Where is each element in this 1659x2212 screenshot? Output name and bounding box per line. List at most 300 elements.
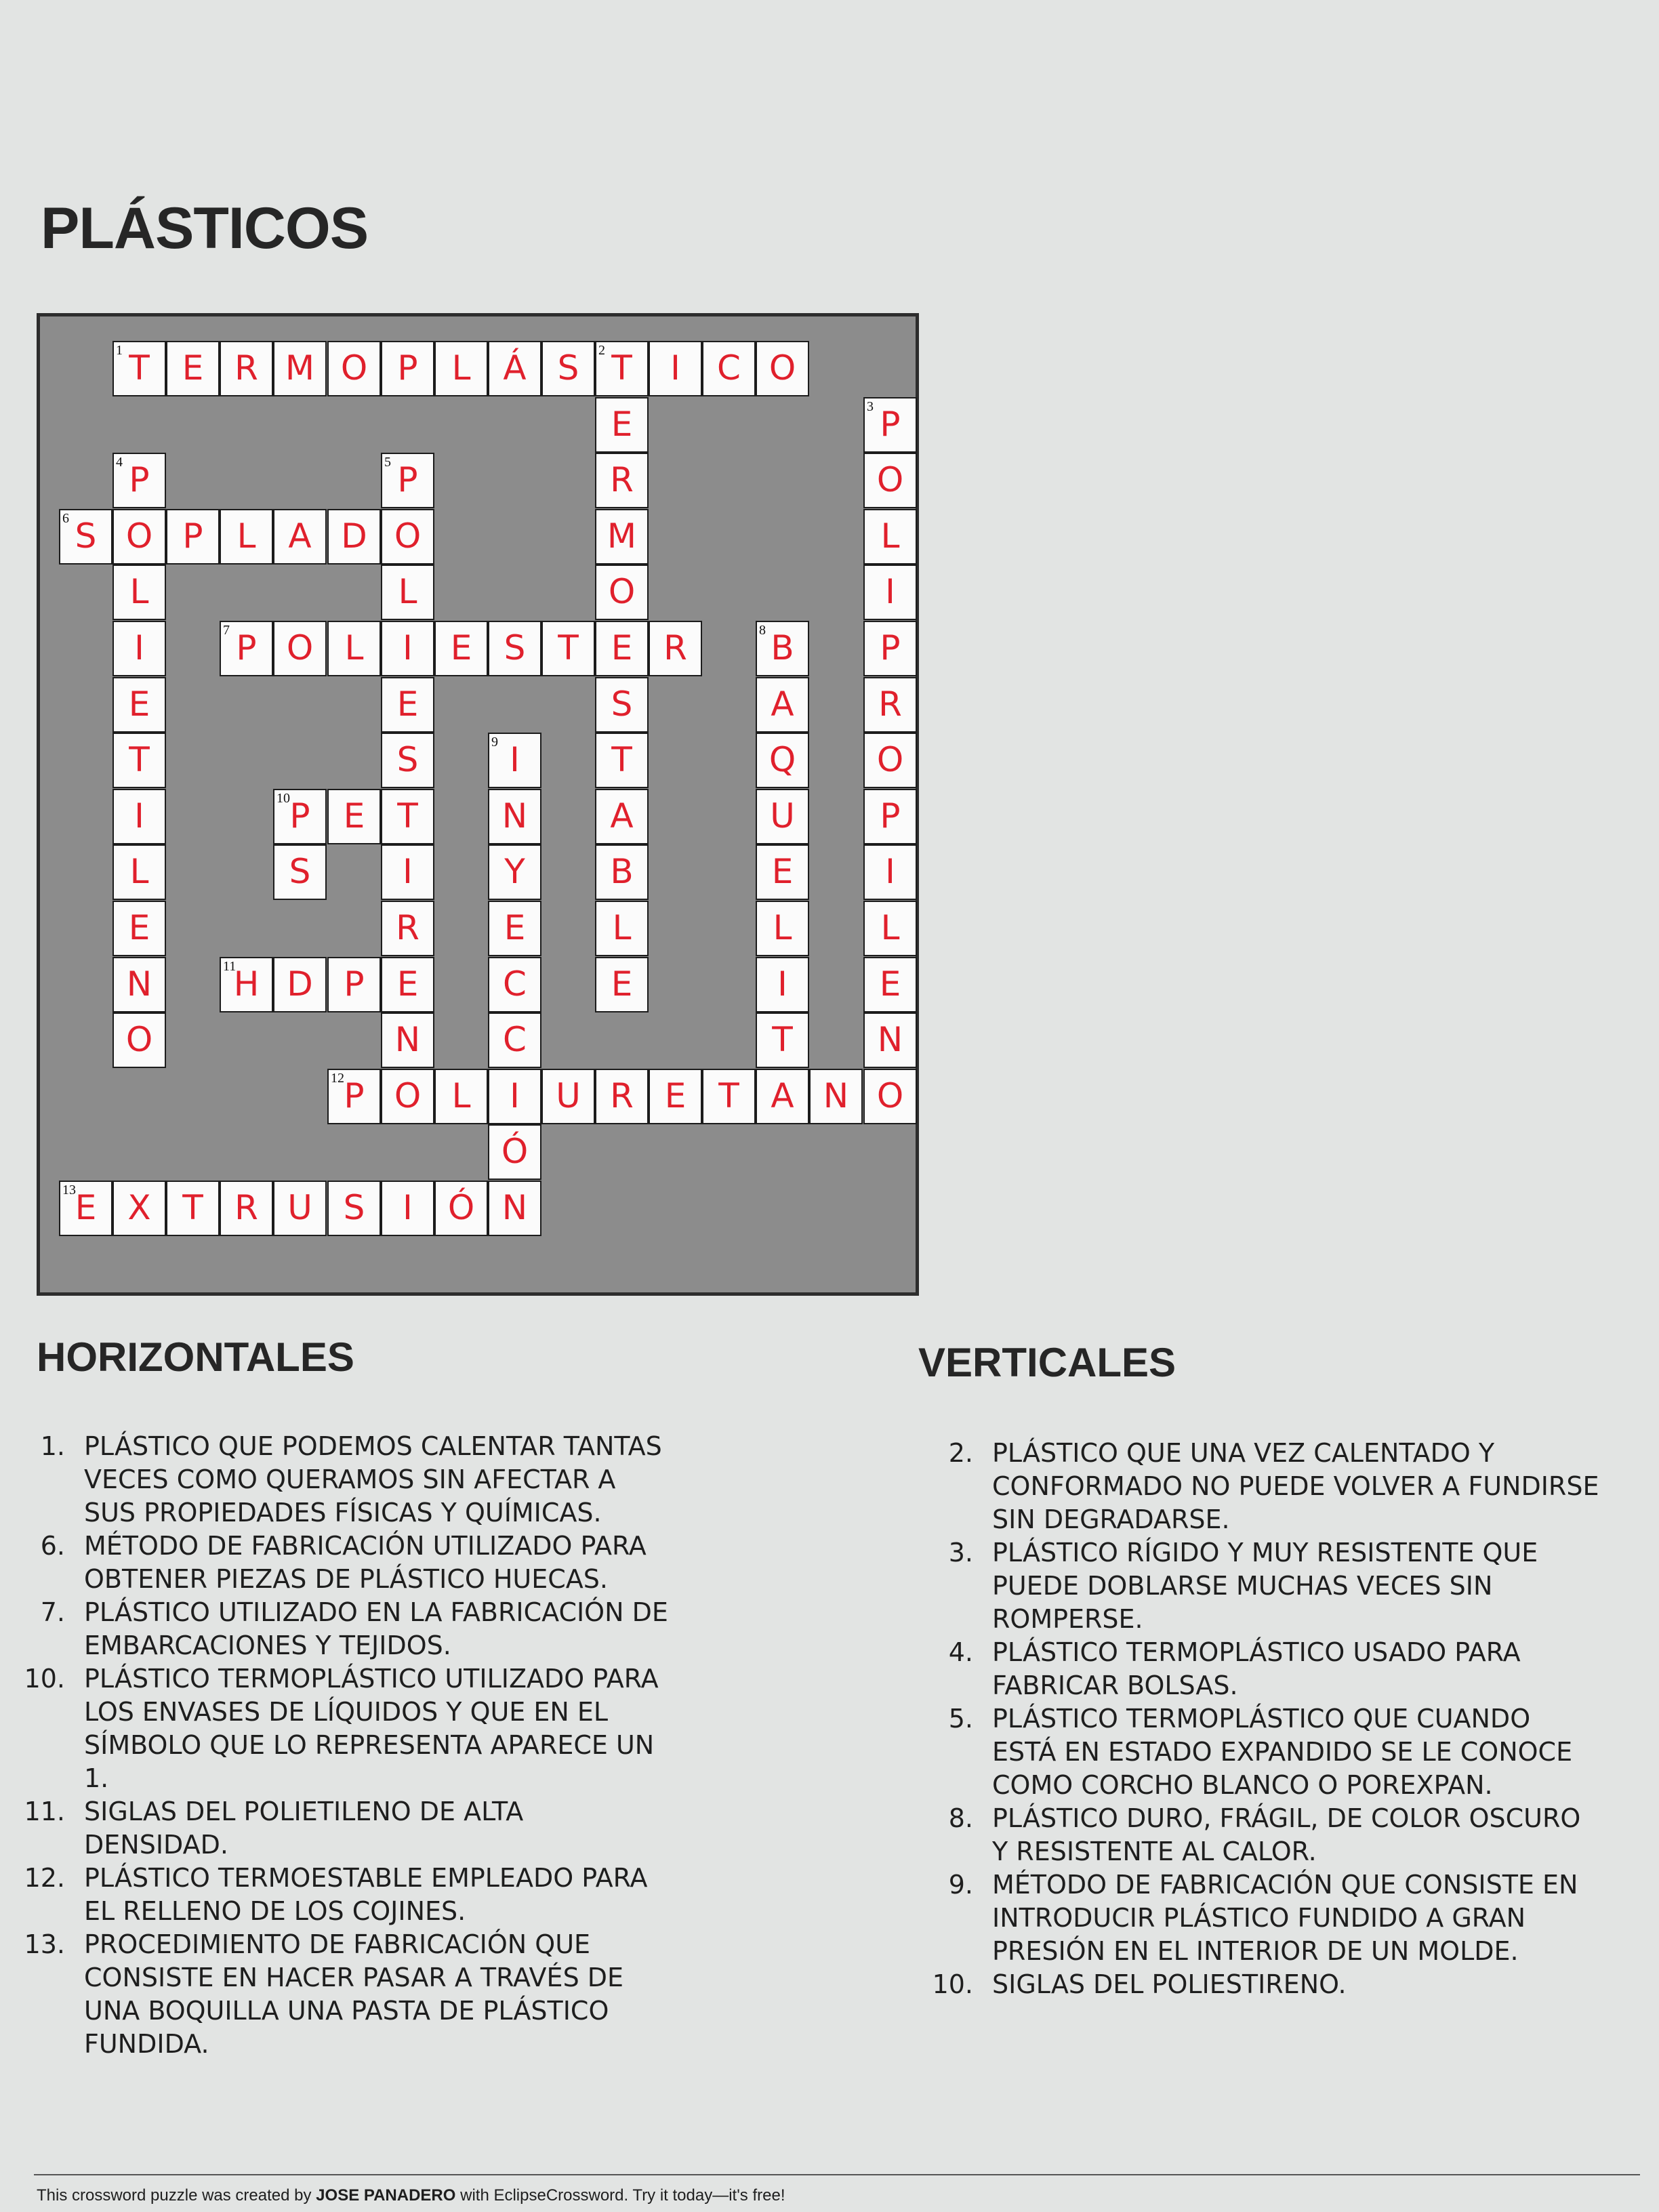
handwritten-letter: T — [772, 1020, 793, 1059]
grid-cell — [595, 901, 649, 956]
handwritten-letter: B — [610, 852, 634, 891]
handwritten-letter: E — [611, 405, 633, 444]
grid-cell — [756, 957, 809, 1012]
clue-line: UNA BOQUILLA UNA PASTA DE PLÁSTICO — [84, 1996, 609, 2026]
grid-cell — [381, 565, 434, 620]
grid-cell — [59, 1181, 112, 1236]
handwritten-letter: Á — [503, 348, 527, 388]
handwritten-letter: S — [504, 628, 526, 668]
clue-line: PLÁSTICO TERMOPLÁSTICO UTILIZADO PARA — [84, 1664, 659, 1694]
grid-cell — [327, 509, 381, 565]
handwritten-letter: N — [823, 1076, 849, 1115]
clue-line: SIGLAS DEL POLIESTIRENO. — [992, 1969, 1347, 1999]
handwritten-letter: D — [341, 516, 367, 556]
grid-cell — [327, 789, 381, 844]
handwritten-letter: A — [771, 684, 794, 724]
handwritten-letter: D — [287, 964, 313, 1004]
grid-cell — [541, 621, 595, 676]
grid-cell — [381, 509, 434, 565]
grid-cell — [863, 844, 917, 900]
grid-cell — [220, 341, 273, 396]
grid-cell — [166, 509, 220, 565]
clue-item-number: 9. — [948, 1870, 973, 1900]
handwritten-letter: O — [876, 460, 904, 499]
grid-cell — [381, 341, 434, 396]
grid-cell — [863, 901, 917, 956]
clue-item — [908, 1868, 1654, 1968]
handwritten-letter: T — [129, 740, 150, 779]
handwritten-letter: E — [75, 1188, 97, 1227]
clue-line: LOS ENVASES DE LÍQUIDOS Y QUE EN EL — [84, 1697, 609, 1727]
clue-item — [908, 1437, 1654, 1536]
clue-item-number: 5. — [948, 1704, 973, 1734]
clue-number: 2 — [598, 343, 605, 358]
grid-cell — [112, 957, 166, 1012]
grid-cell — [381, 957, 434, 1012]
handwritten-letter: M — [285, 348, 315, 388]
grid-cell — [434, 1069, 488, 1124]
horizontal-heading: HORIZONTALES — [37, 1334, 354, 1380]
clue-item-number: 4. — [948, 1637, 973, 1667]
grid-cell — [488, 1124, 541, 1180]
grid-cell — [273, 509, 327, 565]
handwritten-letter: O — [394, 1076, 422, 1115]
handwritten-letter: C — [717, 348, 741, 388]
crossword-grid — [37, 313, 919, 1296]
handwritten-letter: O — [286, 628, 314, 668]
grid-cell — [863, 509, 917, 565]
clue-line: MÉTODO DE FABRICACIÓN QUE CONSISTE EN — [992, 1870, 1578, 1900]
handwritten-letter: E — [396, 684, 419, 724]
grid-cell — [595, 957, 649, 1012]
clue-line: FUNDIDA. — [84, 2029, 209, 2059]
handwritten-letter: R — [663, 628, 687, 668]
handwritten-letter: L — [129, 852, 149, 891]
clue-item-number: 10. — [24, 1664, 65, 1694]
grid-cell — [381, 789, 434, 844]
handwritten-letter: L — [237, 516, 256, 556]
handwritten-letter: R — [234, 348, 258, 388]
grid-cell — [756, 1069, 809, 1124]
clue-line: OBTENER PIEZAS DE PLÁSTICO HUECAS. — [84, 1564, 608, 1594]
handwritten-letter: L — [344, 628, 364, 668]
clue-item-number: 10. — [932, 1969, 973, 1999]
grid-cell — [273, 621, 327, 676]
handwritten-letter: P — [344, 964, 365, 1004]
handwritten-letter: R — [396, 908, 419, 947]
grid-cell — [863, 453, 917, 508]
clue-line: SIN DEGRADARSE. — [992, 1504, 1230, 1534]
grid-cell — [273, 957, 327, 1012]
handwritten-letter: I — [403, 1188, 413, 1227]
handwritten-letter: I — [134, 628, 144, 668]
handwritten-letter: O — [876, 1076, 904, 1115]
handwritten-letter: N — [877, 1020, 903, 1059]
grid-cell — [112, 565, 166, 620]
clue-number: 6 — [62, 511, 69, 526]
clue-item — [908, 1968, 1654, 2001]
handwritten-letter: N — [126, 964, 152, 1004]
handwritten-letter: N — [501, 796, 528, 836]
clue-line: CONFORMADO NO PUEDE VOLVER A FUNDIRSE — [992, 1471, 1599, 1501]
handwritten-letter: O — [125, 1020, 153, 1059]
handwritten-letter: S — [75, 516, 97, 556]
clue-line: ROMPERSE. — [992, 1604, 1143, 1634]
handwritten-letter: T — [718, 1076, 739, 1115]
clue-line: PLÁSTICO QUE UNA VEZ CALENTADO Y — [992, 1438, 1495, 1468]
clue-line: CONSISTE EN HACER PASAR A TRAVÉS DE — [84, 1963, 624, 1992]
grid-cell — [756, 1012, 809, 1068]
grid-cell — [756, 621, 809, 676]
handwritten-letter: E — [879, 964, 901, 1004]
vertical-heading: VERTICALES — [918, 1340, 1176, 1385]
clue-line: DENSIDAD. — [84, 1830, 228, 1860]
handwritten-letter: E — [611, 628, 633, 668]
grid-cell — [112, 453, 166, 508]
grid-cell — [381, 1012, 434, 1068]
clue-number: 13 — [62, 1183, 76, 1197]
clue-number: 7 — [223, 623, 230, 638]
grid-cell — [756, 733, 809, 788]
clue-line: PRESIÓN EN EL INTERIOR DE UN MOLDE. — [992, 1936, 1519, 1966]
clue-item-number: 3. — [948, 1538, 973, 1568]
grid-cell — [220, 621, 273, 676]
grid-cell — [112, 789, 166, 844]
grid-cell — [434, 1181, 488, 1236]
grid-cell — [112, 844, 166, 900]
clue-line: PLÁSTICO TERMOESTABLE EMPLEADO PARA — [84, 1863, 648, 1893]
handwritten-letter: P — [397, 348, 418, 388]
footer-credit: This crossword puzzle was created by JOSE PANADERO with EclipseCrossword. Try it today—it's free! — [37, 2186, 785, 2205]
grid-cell — [220, 957, 273, 1012]
handwritten-letter: O — [340, 348, 368, 388]
vertical-clue-list — [908, 1437, 1654, 2001]
clue-line: PLÁSTICO UTILIZADO EN LA FABRICACIÓN DE — [84, 1597, 668, 1627]
clue-line: 1. — [84, 1763, 109, 1793]
handwritten-letter: E — [343, 796, 365, 836]
clue-item — [908, 1702, 1654, 1802]
grid-cell — [488, 733, 541, 788]
grid-cell — [756, 341, 809, 396]
handwritten-letter: I — [885, 572, 895, 611]
handwritten-letter: T — [129, 348, 150, 388]
handwritten-letter: N — [394, 1020, 421, 1059]
grid-cell — [809, 1069, 863, 1124]
handwritten-letter: Ó — [501, 1132, 529, 1171]
grid-cell — [381, 901, 434, 956]
handwritten-letter: I — [510, 1076, 520, 1115]
grid-cell — [863, 677, 917, 733]
grid-cell — [863, 565, 917, 620]
grid-cell — [649, 341, 702, 396]
handwritten-letter: C — [503, 964, 527, 1004]
clue-number: 1 — [116, 343, 123, 358]
grid-cell — [595, 453, 649, 508]
grid-cell — [381, 733, 434, 788]
clue-number: 3 — [867, 399, 874, 414]
handwritten-letter: E — [396, 964, 419, 1004]
clue-number: 11 — [223, 959, 237, 974]
handwritten-letter: E — [182, 348, 204, 388]
handwritten-letter: P — [880, 405, 901, 444]
handwritten-letter: P — [182, 516, 203, 556]
clue-item-number: 8. — [948, 1803, 973, 1833]
grid-cell — [112, 341, 166, 396]
handwritten-letter: A — [771, 1076, 794, 1115]
handwritten-letter: E — [664, 1076, 687, 1115]
clue-item — [908, 1636, 1654, 1702]
clue-line: MÉTODO DE FABRICACIÓN UTILIZADO PARA — [84, 1531, 647, 1561]
handwritten-letter: E — [128, 684, 150, 724]
clue-item — [0, 1596, 827, 1662]
grid-cell — [863, 789, 917, 844]
grid-cell — [273, 1181, 327, 1236]
handwritten-letter: L — [129, 572, 149, 611]
handwritten-letter: O — [608, 572, 636, 611]
handwritten-letter: T — [611, 348, 632, 388]
grid-cell — [273, 341, 327, 396]
clue-item-number: 6. — [40, 1531, 65, 1561]
clue-item-number: 2. — [948, 1438, 973, 1468]
clue-item-number: 7. — [40, 1597, 65, 1627]
handwritten-letter: S — [611, 684, 633, 724]
handwritten-letter: I — [777, 964, 787, 1004]
handwritten-letter: I — [885, 852, 895, 891]
grid-cell — [327, 1181, 381, 1236]
handwritten-letter: T — [611, 740, 632, 779]
handwritten-letter: T — [558, 628, 579, 668]
grid-cell — [327, 341, 381, 396]
grid-cell — [649, 1069, 702, 1124]
handwritten-letter: P — [880, 628, 901, 668]
handwritten-letter: R — [610, 460, 634, 499]
clue-line: Y RESISTENTE AL CALOR. — [992, 1837, 1317, 1866]
grid-cell — [488, 901, 541, 956]
grid-cell — [756, 901, 809, 956]
clue-line: ESTÁ EN ESTADO EXPANDIDO SE LE CONOCE — [992, 1737, 1573, 1767]
clue-item — [908, 1802, 1654, 1868]
grid-cell — [112, 1181, 166, 1236]
grid-cell — [595, 397, 649, 453]
handwritten-letter: Ó — [447, 1188, 475, 1227]
handwritten-letter: R — [610, 1076, 634, 1115]
clue-item — [0, 1430, 827, 1530]
clue-number: 9 — [491, 735, 498, 750]
grid-cell — [595, 565, 649, 620]
handwritten-letter: P — [880, 796, 901, 836]
clue-number: 8 — [759, 623, 766, 638]
clue-item-number: 12. — [24, 1863, 65, 1893]
clue-line: PLÁSTICO RÍGIDO Y MUY RESISTENTE QUE — [992, 1538, 1538, 1568]
clue-line: SÍMBOLO QUE LO REPRESENTA APARECE UN — [84, 1730, 655, 1760]
grid-cell — [112, 621, 166, 676]
handwritten-letter: T — [182, 1188, 203, 1227]
handwritten-letter: I — [403, 628, 413, 668]
clue-line: PROCEDIMIENTO DE FABRICACIÓN QUE — [84, 1929, 591, 1959]
clue-item — [0, 1862, 827, 1928]
grid-cell — [595, 341, 649, 396]
handwritten-letter: U — [556, 1076, 581, 1115]
grid-cell — [220, 509, 273, 565]
grid-cell — [863, 397, 917, 453]
handwritten-letter: A — [610, 796, 634, 836]
clue-line: SUS PROPIEDADES FÍSICAS Y QUÍMICAS. — [84, 1498, 602, 1528]
clue-line: FABRICAR BOLSAS. — [992, 1671, 1238, 1700]
grid-cell — [166, 341, 220, 396]
grid-cell — [327, 621, 381, 676]
grid-cell — [488, 341, 541, 396]
grid-cell — [863, 733, 917, 788]
grid-cell — [273, 789, 327, 844]
clue-line: PLÁSTICO QUE PODEMOS CALENTAR TANTAS — [84, 1431, 662, 1461]
grid-cell — [434, 621, 488, 676]
clue-line: VECES COMO QUERAMOS SIN AFECTAR A — [84, 1465, 616, 1494]
grid-cell — [112, 901, 166, 956]
clue-item-number: 13. — [24, 1929, 65, 1959]
clue-line: PLÁSTICO DURO, FRÁGIL, DE COLOR OSCURO — [992, 1803, 1581, 1833]
grid-cell — [756, 677, 809, 733]
clue-number: 12 — [331, 1071, 344, 1086]
handwritten-letter: O — [125, 516, 153, 556]
handwritten-letter: U — [287, 1188, 312, 1227]
grid-cell — [112, 677, 166, 733]
grid-cell — [756, 844, 809, 900]
grid-cell — [488, 789, 541, 844]
grid-cell — [488, 844, 541, 900]
clue-line: EL RELLENO DE LOS COJINES. — [84, 1896, 466, 1926]
clue-line: PLÁSTICO TERMOPLÁSTICO USADO PARA — [992, 1637, 1521, 1667]
clue-item-number: 11. — [24, 1797, 65, 1826]
grid-cell — [488, 957, 541, 1012]
grid-cell — [595, 1069, 649, 1124]
grid-cell — [381, 677, 434, 733]
clue-line: SIGLAS DEL POLIETILENO DE ALTA — [84, 1797, 524, 1826]
grid-cell — [863, 1012, 917, 1068]
grid-cell — [649, 621, 702, 676]
handwritten-letter: I — [403, 852, 413, 891]
grid-cell — [488, 1069, 541, 1124]
grid-cell — [702, 341, 756, 396]
handwritten-letter: E — [450, 628, 472, 668]
grid-cell — [595, 733, 649, 788]
clue-line: PLÁSTICO TERMOPLÁSTICO QUE CUANDO — [992, 1704, 1531, 1734]
clue-line: COMO CORCHO BLANCO O POREXPAN. — [992, 1770, 1493, 1800]
grid-cell — [327, 957, 381, 1012]
handwritten-letter: B — [771, 628, 794, 668]
handwritten-letter: S — [289, 852, 311, 891]
handwritten-letter: I — [510, 740, 520, 779]
handwritten-letter: X — [127, 1188, 151, 1227]
handwritten-letter: E — [128, 908, 150, 947]
handwritten-letter: P — [289, 796, 310, 836]
grid-cell — [541, 1069, 595, 1124]
handwritten-letter: I — [670, 348, 680, 388]
grid-cell — [595, 844, 649, 900]
handwritten-letter: L — [773, 908, 792, 947]
grid-cell — [863, 621, 917, 676]
handwritten-letter: P — [129, 460, 150, 499]
handwritten-letter: U — [770, 796, 795, 836]
clue-number: 10 — [276, 791, 290, 806]
handwritten-letter: O — [394, 516, 422, 556]
grid-cell — [702, 1069, 756, 1124]
grid-cell — [112, 509, 166, 565]
grid-cell — [488, 1181, 541, 1236]
page-title: PLÁSTICOS — [41, 196, 369, 261]
handwritten-letter: E — [611, 964, 633, 1004]
handwritten-letter: L — [451, 1076, 471, 1115]
footer-divider — [34, 2174, 1640, 2175]
grid-cell — [595, 789, 649, 844]
handwritten-letter: L — [880, 908, 900, 947]
handwritten-letter: R — [234, 1188, 258, 1227]
handwritten-letter: L — [451, 348, 471, 388]
clue-item — [0, 1928, 827, 2061]
handwritten-letter: M — [607, 516, 637, 556]
handwritten-letter: S — [396, 740, 419, 779]
handwritten-letter: H — [233, 964, 260, 1004]
grid-cell — [381, 453, 434, 508]
grid-cell — [541, 341, 595, 396]
handwritten-letter: O — [876, 740, 904, 779]
handwritten-letter: O — [769, 348, 796, 388]
handwritten-letter: P — [397, 460, 418, 499]
horizontal-clue-list — [0, 1430, 827, 2061]
handwritten-letter: P — [236, 628, 257, 668]
grid-cell — [327, 1069, 381, 1124]
handwritten-letter: I — [134, 796, 144, 836]
handwritten-letter: Q — [769, 740, 796, 779]
grid-cell — [863, 1069, 917, 1124]
grid-cell — [112, 1012, 166, 1068]
clue-number: 4 — [116, 455, 123, 470]
handwritten-letter: S — [343, 1188, 365, 1227]
clue-item — [0, 1530, 827, 1596]
handwritten-letter: Y — [504, 852, 525, 891]
clue-number: 5 — [384, 455, 391, 470]
grid-cell — [488, 1012, 541, 1068]
clue-item-number: 1. — [40, 1431, 65, 1461]
handwritten-letter: L — [398, 572, 417, 611]
grid-cell — [112, 733, 166, 788]
handwritten-letter: L — [880, 516, 900, 556]
grid-cell — [595, 509, 649, 565]
grid-cell — [595, 677, 649, 733]
clue-item — [0, 1795, 827, 1862]
grid-cell — [381, 621, 434, 676]
grid-cell — [59, 509, 112, 565]
clue-line: INTRODUCIR PLÁSTICO FUNDIDO A GRAN — [992, 1903, 1526, 1933]
clue-item — [0, 1662, 827, 1795]
grid-cell — [381, 1181, 434, 1236]
handwritten-letter: E — [771, 852, 794, 891]
grid-cell — [863, 957, 917, 1012]
grid-cell — [488, 621, 541, 676]
handwritten-letter: L — [612, 908, 632, 947]
grid-cell — [273, 844, 327, 900]
handwritten-letter: N — [501, 1188, 528, 1227]
grid-cell — [220, 1181, 273, 1236]
grid-cell — [434, 341, 488, 396]
handwritten-letter: E — [504, 908, 526, 947]
grid-cell — [381, 844, 434, 900]
grid-cell — [756, 789, 809, 844]
handwritten-letter: C — [503, 1020, 527, 1059]
handwritten-letter: T — [397, 796, 418, 836]
clue-item — [908, 1536, 1654, 1636]
handwritten-letter: P — [344, 1076, 365, 1115]
handwritten-letter: A — [288, 516, 312, 556]
